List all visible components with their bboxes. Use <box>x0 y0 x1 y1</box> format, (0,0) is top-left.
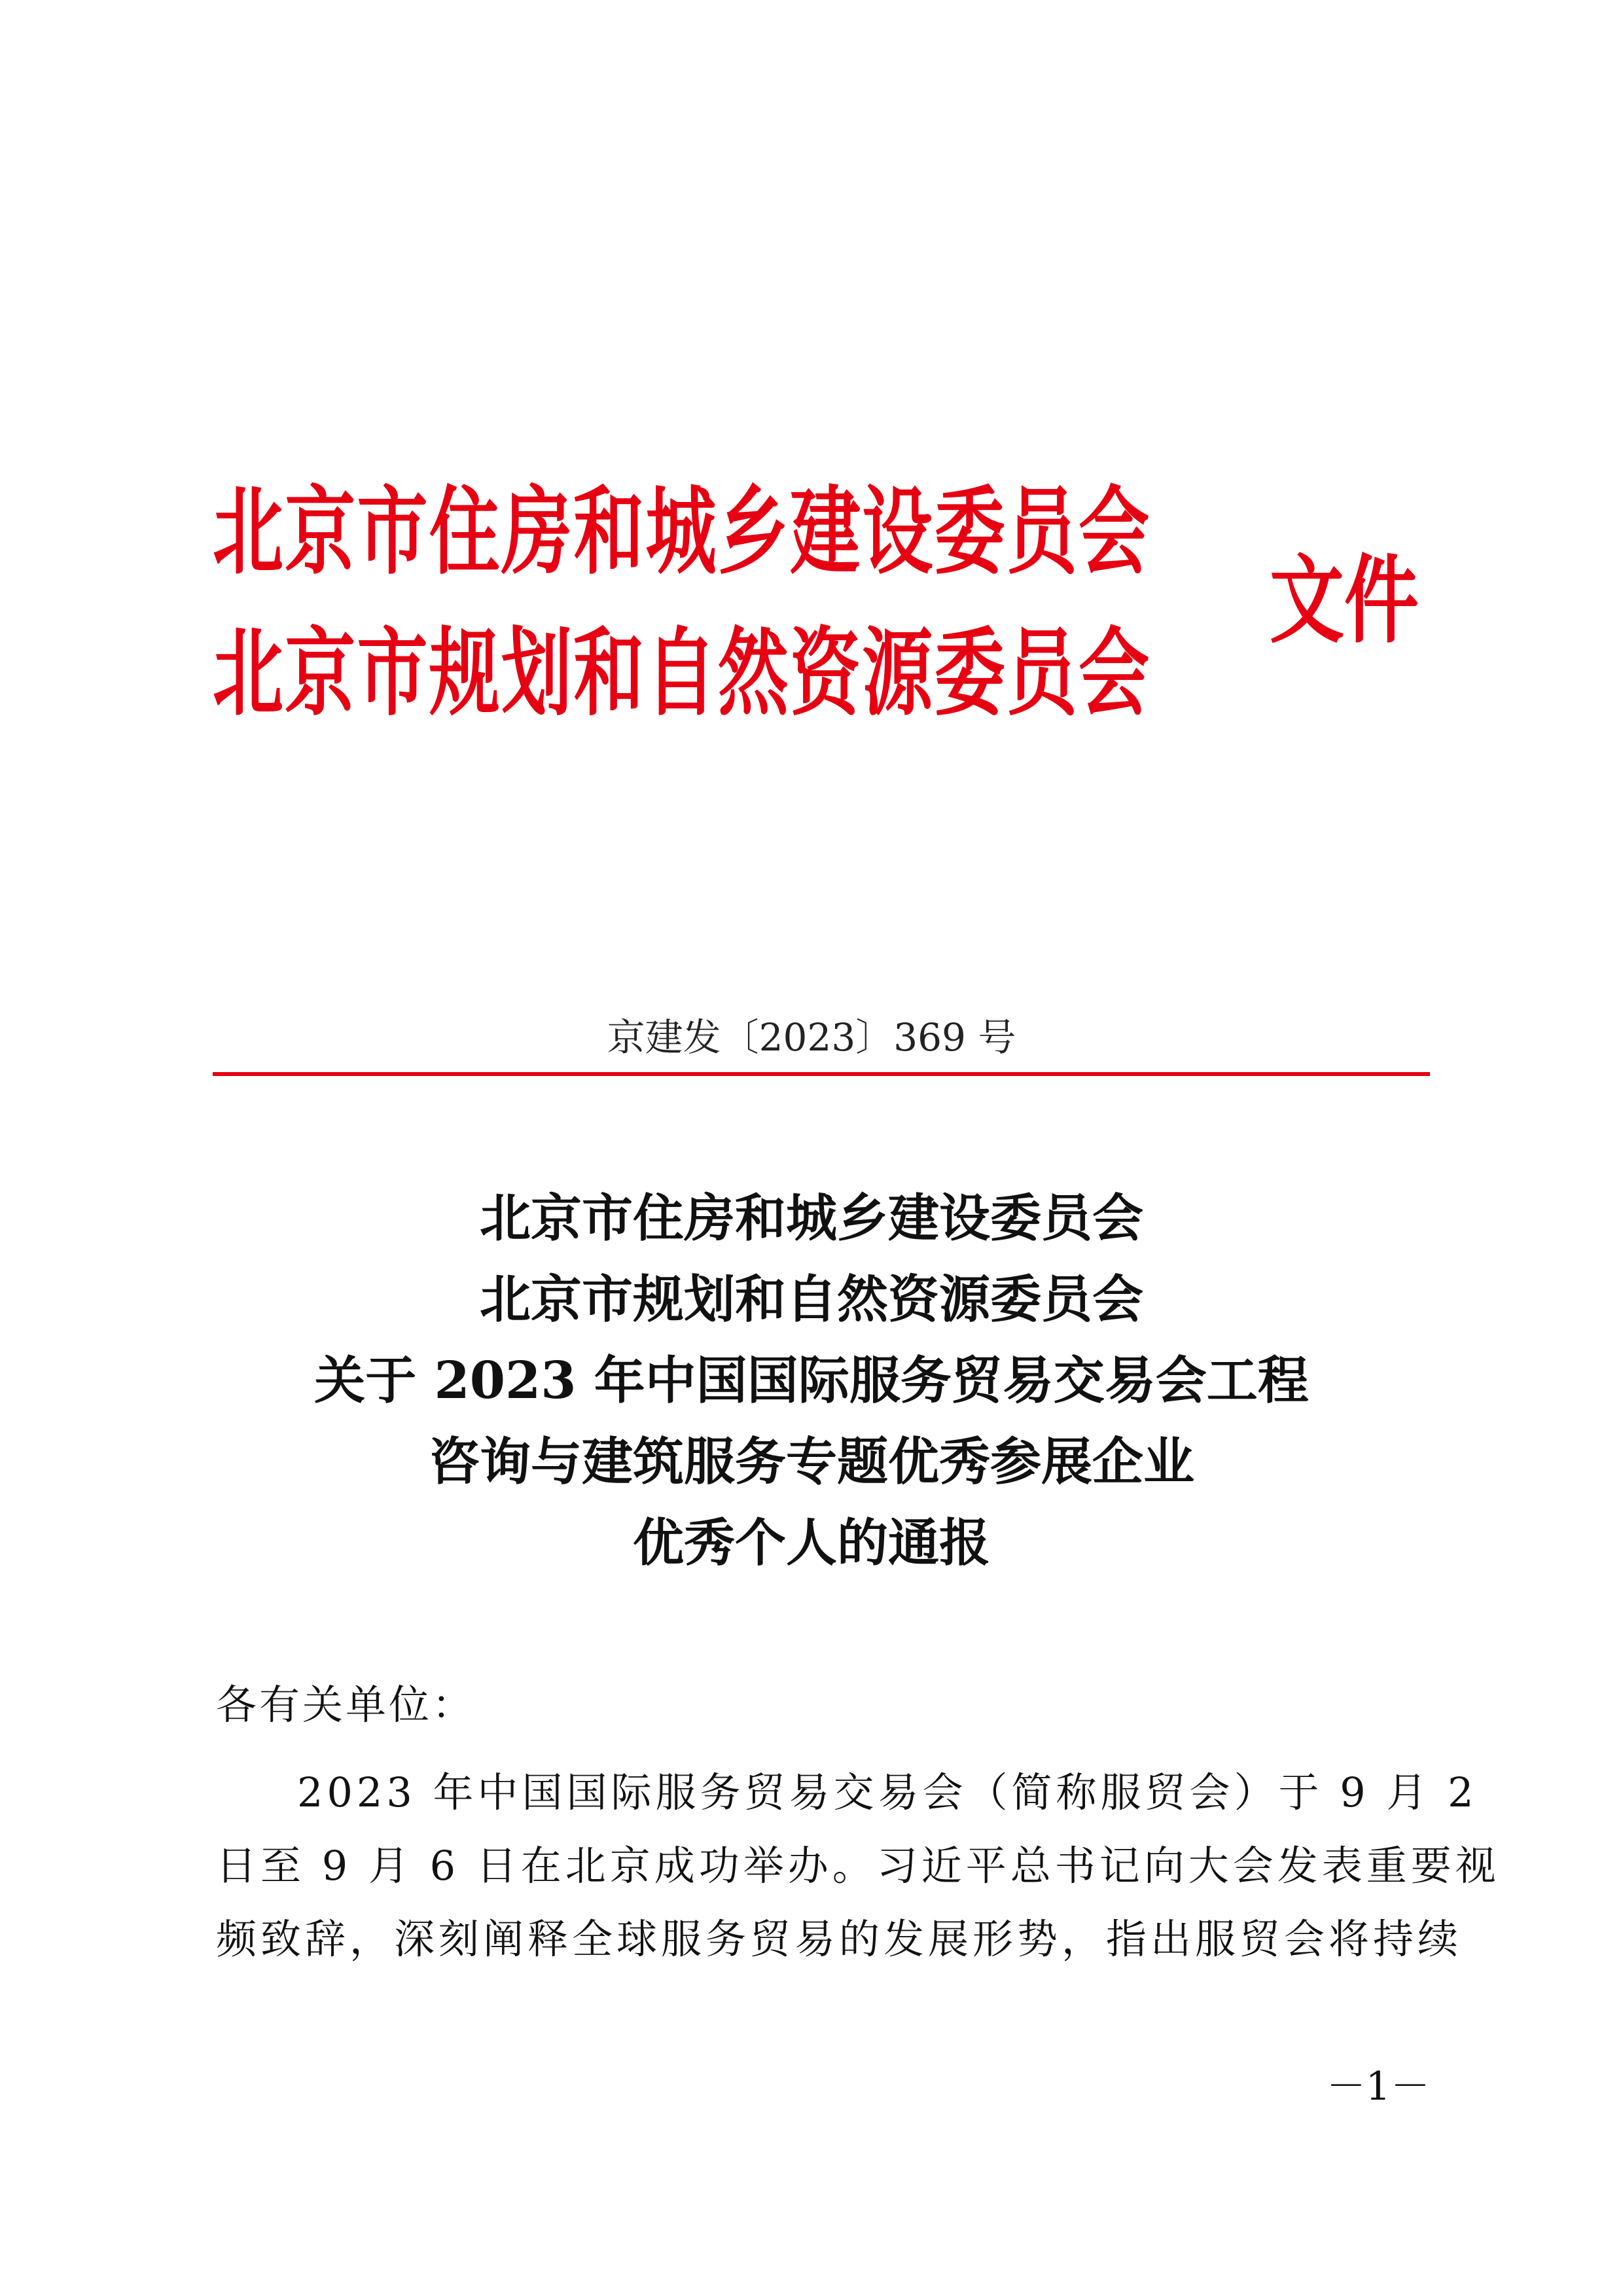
notice-title-line-2: 北京市规划和自然资源委员会 <box>479 1270 1143 1329</box>
document-number: 京建发〔2023〕369 号 <box>607 1015 1016 1060</box>
notice-title-line-4: 咨询与建筑服务专题优秀参展企业 <box>428 1432 1194 1492</box>
salutation: 各有关单位： <box>216 1681 476 1729</box>
body-line-3: 频致辞，深刻阐释全球服务贸易的发展形势，指出服贸会将持续 <box>216 1915 1463 1963</box>
body-paragraph <box>216 1756 1500 1976</box>
page-number: －1－ <box>1326 2064 1430 2109</box>
body-line-2: 日至 9 月 6 日在北京成功举办。习近平总书记向大会发表重要视 <box>216 1842 1500 1890</box>
notice-title <box>0 1178 1623 1584</box>
red-divider-line <box>213 1072 1430 1076</box>
issuing-authority-header <box>213 461 1443 769</box>
issuing-authority-line-2: 北京市规划和自然资源委员会 <box>213 618 1151 729</box>
body-line-1: 2023 年中国国际服务贸易交易会（简称服贸会）于 9 月 2 <box>297 1768 1478 1816</box>
issuing-authority-lines <box>213 461 1247 744</box>
notice-title-line-1: 北京市住房和城乡建设委员会 <box>479 1189 1143 1248</box>
header-suffix-document: 文件 <box>1270 545 1419 656</box>
notice-title-line-3: 关于 2023 年中国国际服务贸易交易会工程 <box>314 1351 1309 1410</box>
issuing-authority-line-1: 北京市住房和城乡建设委员会 <box>213 476 1151 588</box>
notice-title-line-5: 优秀个人的通报 <box>632 1513 990 1573</box>
